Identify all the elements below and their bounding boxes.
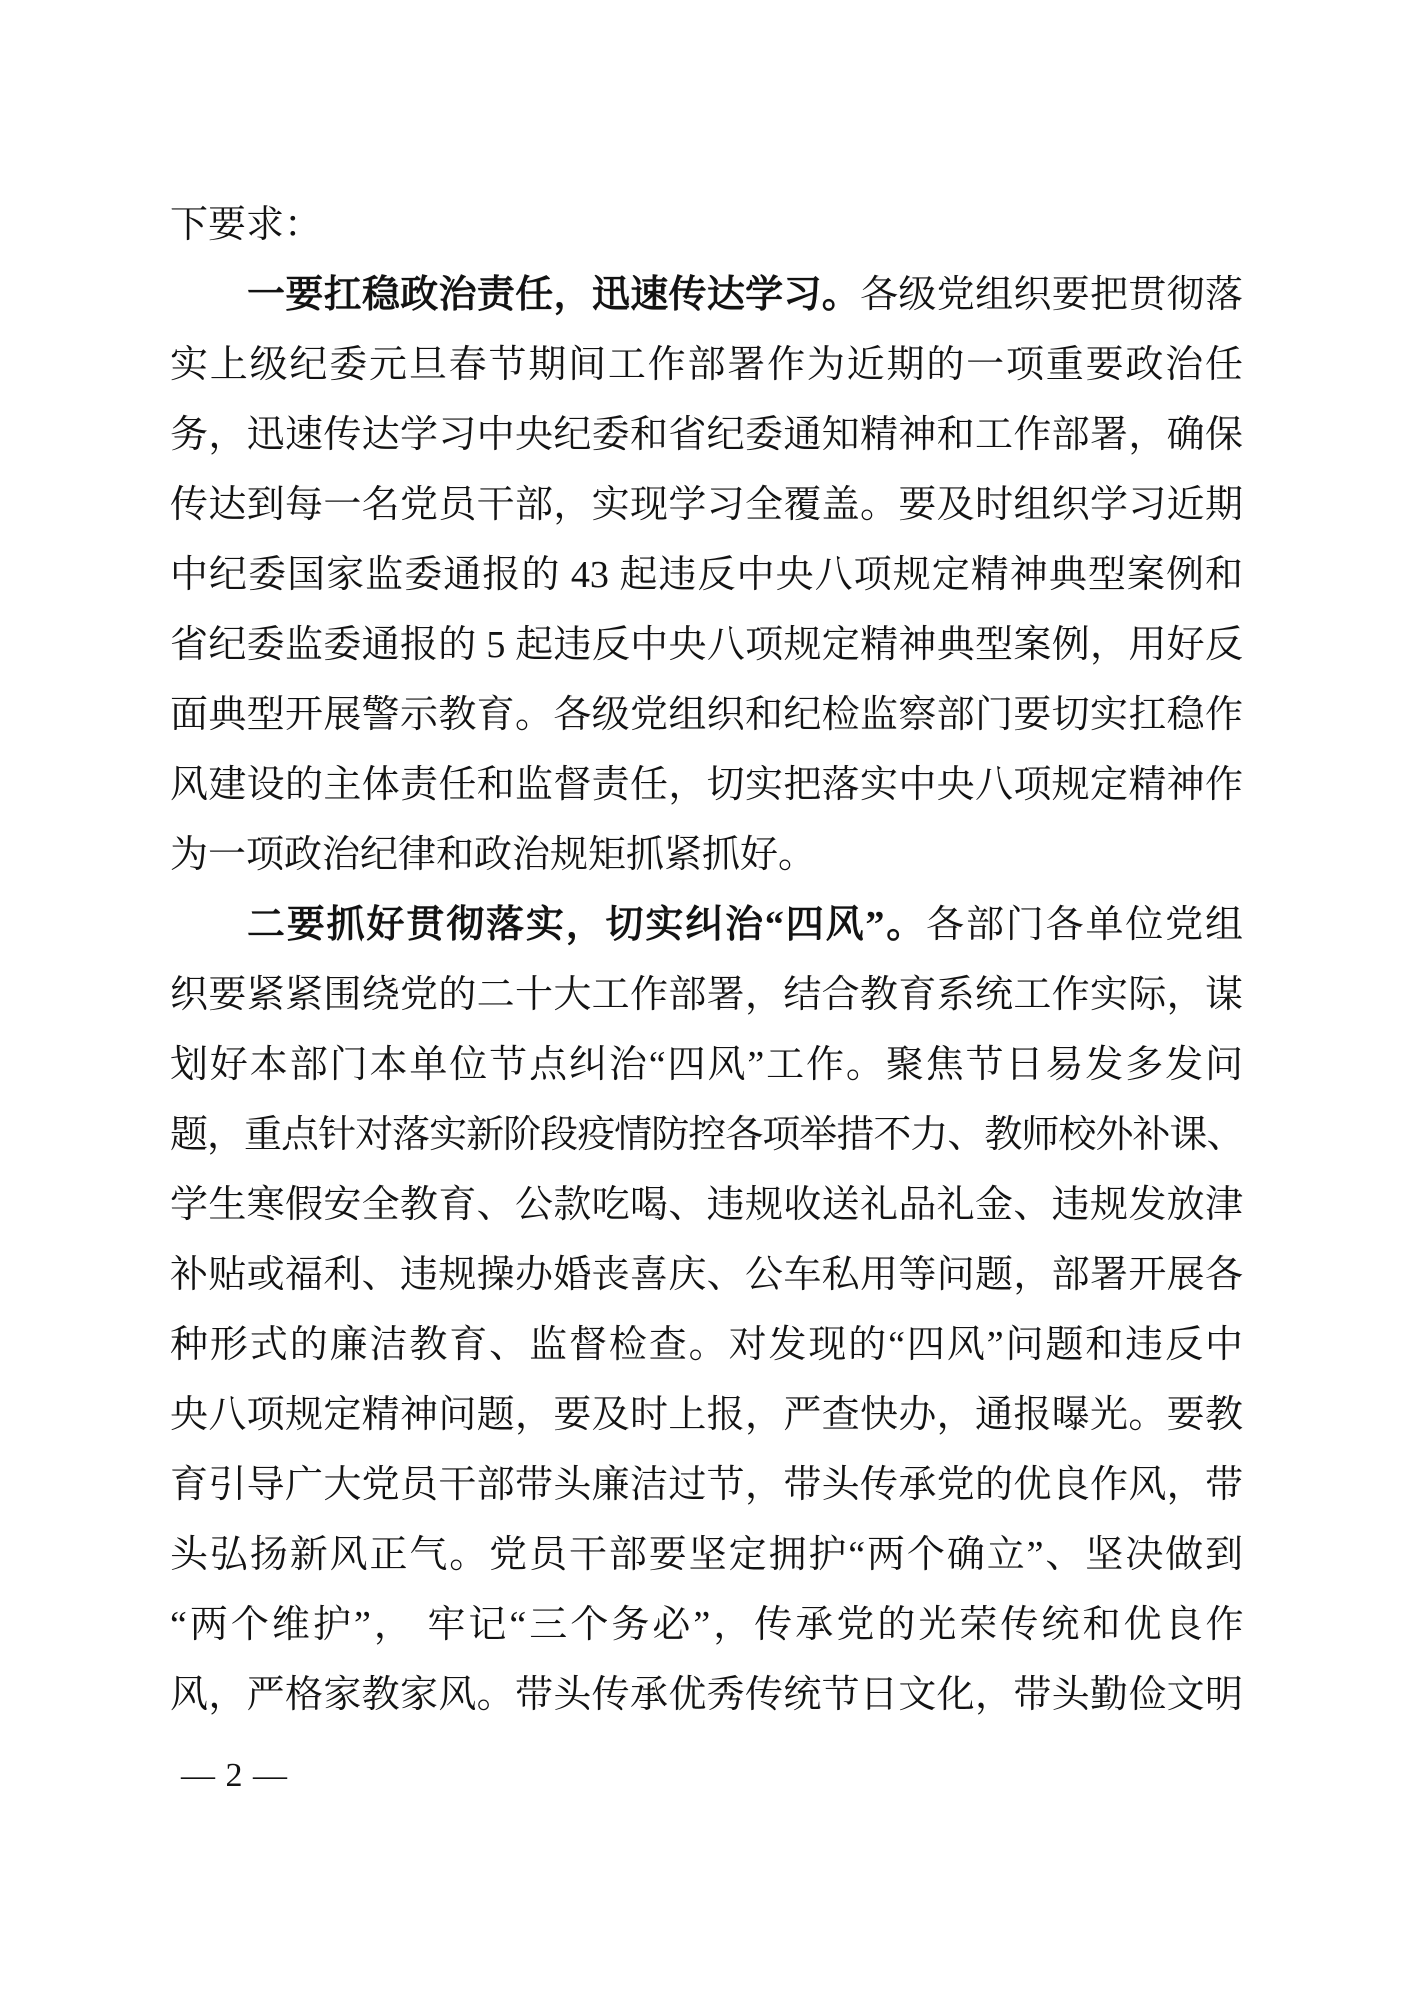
line-text: 头弘扬新风正气。党员干部要坚定拥护“两个确立”、坚决做到: [170, 1534, 1243, 1576]
line-text: 为一项政治纪律和政治规矩抓紧抓好。: [170, 834, 817, 876]
body-line: [170, 470, 1243, 540]
line-text: 省纪委监委通报的 5 起违反中央八项规定精神典型案例，用好反: [170, 624, 1243, 666]
line-text: 风，严格家教家风。带头传承优秀传统节日文化，带头勤俭文明: [170, 1674, 1243, 1716]
line-text: 学生寒假安全教育、公款吃喝、违规收送礼品礼金、违规发放津: [170, 1184, 1243, 1226]
body-line: [170, 1170, 1243, 1240]
body-line: [170, 1380, 1243, 1450]
line-text: 育引导广大党员干部带头廉洁过节，带头传承党的优良作风，带: [170, 1464, 1243, 1506]
line-text: 风建设的主体责任和监督责任，切实把落实中央八项规定精神作: [170, 764, 1243, 806]
body-line: [170, 540, 1243, 610]
body-line: [170, 1660, 1243, 1730]
line-text: 实上级纪委元旦春节期间工作部署作为近期的一项重要政治任: [170, 344, 1243, 386]
line-text: 各部门各单位党组: [926, 904, 1243, 946]
body-line: [170, 1100, 1243, 1170]
line-text: 种形式的廉洁教育、监督检查。对发现的“四风”问题和违反中: [170, 1324, 1243, 1366]
page-number: — 2 —: [181, 1757, 288, 1794]
body-line: [170, 680, 1243, 750]
body-line: [170, 610, 1243, 680]
body-line: [170, 1590, 1243, 1660]
line-text: 题，重点针对落实新阶段疫情防控各项举措不力、教师校外补课、: [170, 1114, 1243, 1156]
body-line: [170, 190, 1243, 260]
line-text: 传达到每一名党员干部，实现学习全覆盖。要及时组织学习近期: [170, 484, 1243, 526]
line-text: 划好本部门本单位节点纠治“四风”工作。聚焦节日易发多发问: [170, 1044, 1243, 1086]
line-text: 面典型开展警示教育。各级党组织和纪检监察部门要切实扛稳作: [170, 694, 1243, 736]
body-line: [170, 960, 1243, 1030]
body-line: [170, 750, 1243, 820]
line-text: 下要求：: [170, 204, 323, 246]
line-text: 织要紧紧围绕党的二十大工作部署，结合教育系统工作实际，谋: [170, 974, 1243, 1016]
body-line: [170, 1240, 1243, 1310]
body-line: [170, 400, 1243, 470]
line-text: 务，迅速传达学习中央纪委和省纪委通知精神和工作部署，确保: [170, 414, 1243, 456]
line-text: 各级党组织要把贯彻落: [860, 274, 1243, 316]
body-line: [170, 330, 1243, 400]
line-text: 央八项规定精神问题，要及时上报，严查快办，通报曝光。要教: [170, 1394, 1243, 1436]
paragraph-1-heading: 一要扛稳政治责任，迅速传达学习。: [247, 274, 861, 316]
document-body: [170, 190, 1243, 1730]
line-text: 补贴或福利、违规操办婚丧喜庆、公车私用等问题，部署开展各: [170, 1254, 1243, 1296]
body-line: [170, 1450, 1243, 1520]
body-line: [170, 260, 1243, 330]
line-text: 中纪委国家监委通报的 43 起违反中央八项规定精神典型案例和: [170, 554, 1243, 596]
line-text: “两个维护”， 牢记“三个务必”，传承党的光荣传统和优良作: [170, 1604, 1243, 1646]
body-line: [170, 890, 1243, 960]
paragraph-2-heading: 二要抓好贯彻落实，切实纠治“四风”。: [247, 904, 927, 946]
body-line: [170, 820, 1243, 890]
body-line: [170, 1030, 1243, 1100]
body-line: [170, 1520, 1243, 1590]
body-line: [170, 1310, 1243, 1380]
